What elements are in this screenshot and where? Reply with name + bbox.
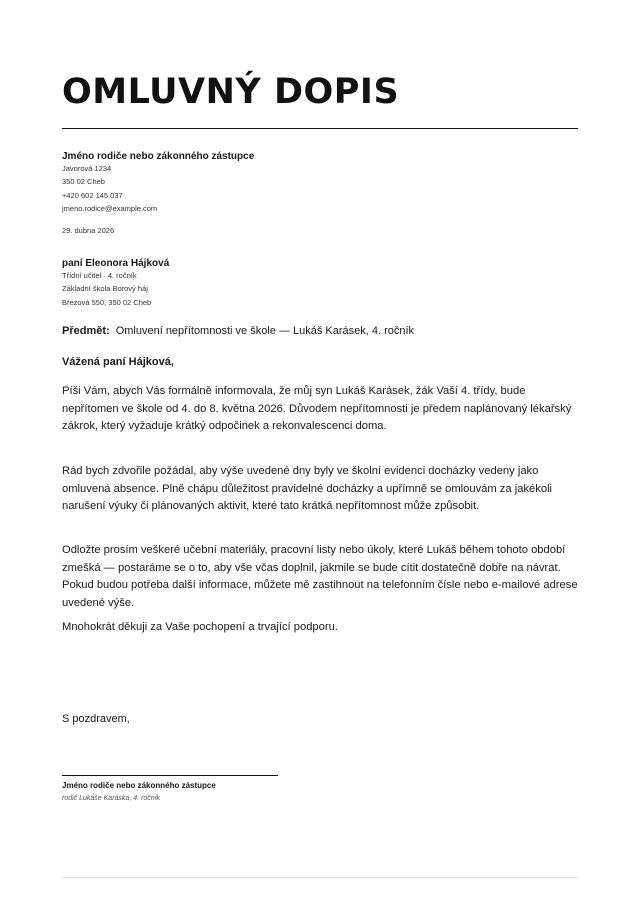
sender-name: Jméno rodiče nebo zákonného zástupce bbox=[62, 151, 255, 162]
salutation: Vážená paní Hájková, bbox=[62, 356, 174, 368]
signature-name: Jméno rodiče nebo zákonného zástupce bbox=[62, 781, 216, 790]
signature-line bbox=[62, 775, 278, 776]
letter-date: 29. dubna 2026 bbox=[62, 226, 115, 235]
body-paragraph-4: Mnohokrát děkuji za Vaše pochopení a trvající podporu. bbox=[62, 621, 338, 633]
body-paragraph-3: Odložte prosím veškeré učební materiály, pracovní listy nebo úkoly, které Lukáš během tohoto období zmešká — postaráme se o to, aby vše včas doplnil, jakmile se bude cítit dostatečně dobře na návrat. Pokud budou potřeba další informace, můžete mě zastihnout na telefonním čísle nebo e-mailové adrese uvedené výše. bbox=[62, 544, 578, 609]
subject-line bbox=[62, 325, 414, 337]
body-paragraph-2: Rád bych zdvořile požádal, aby výše uvedené dny byly ve školní evidenci docházky vedeny jako omluvená absence. Plně chápu důležitost pravidelné docházky a upřímně se omlouvám za jakékoli narušení výuky či plánovaných aktivit, které tato krátká nepřítomnost může způsobit. bbox=[62, 465, 553, 512]
recipient-role: Třídní učitel · 4. ročník bbox=[62, 271, 137, 280]
closing: S pozdravem, bbox=[62, 713, 130, 725]
sender-city: 350 02 Cheb bbox=[62, 177, 105, 186]
recipient-name: paní Eleonora Hájková bbox=[62, 258, 170, 269]
subject-label: Předmět: bbox=[62, 325, 110, 337]
footer-divider bbox=[62, 877, 578, 878]
subject-text: Omluvení nepřítomnosti ve škole — Lukáš Karásek, 4. ročník bbox=[115, 325, 415, 337]
document-title: OMLUVNÝ DOPIS bbox=[62, 72, 400, 112]
sender-street: Javorová 1234 bbox=[62, 164, 112, 173]
sender-email: jmeno.rodice@example.com bbox=[62, 204, 158, 213]
signature-role: rodič Lukáše Karáska, 4. ročník bbox=[62, 795, 161, 802]
recipient-school: Základní škola Borový háj bbox=[62, 284, 148, 293]
title-divider bbox=[62, 128, 578, 129]
recipient-address: Březová 550, 350 02 Cheb bbox=[62, 298, 152, 307]
sender-phone: +420 602 145 037 bbox=[62, 191, 123, 200]
body-paragraph-1: Píši Vám, abych Vás formálně informovala, že můj syn Lukáš Karásek, žák Vaší 4. třídy, bude nepřítomen ve škole od 4. do 8. května 2026. Důvodem nepřítomnosti je předem naplánovaný lékařský zákrok, který vyžaduje krátký odpočinek a rekonvalescenci doma. bbox=[62, 385, 572, 432]
